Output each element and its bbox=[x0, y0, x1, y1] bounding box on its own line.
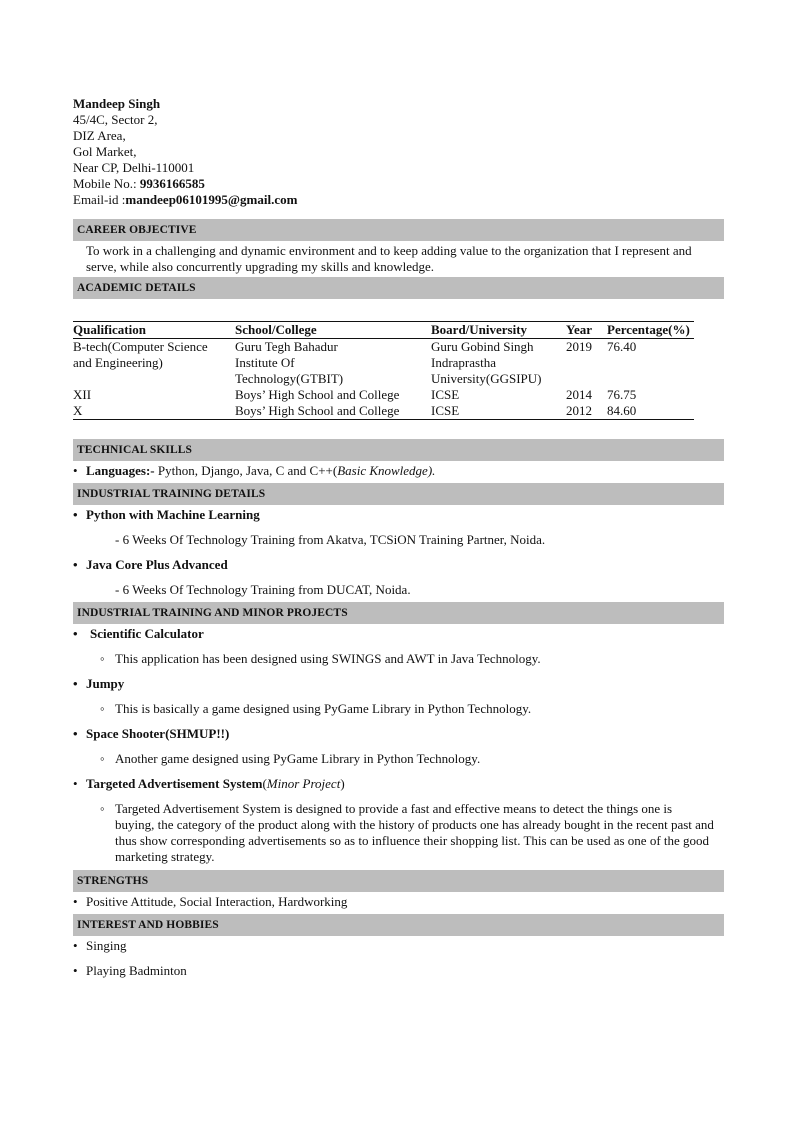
table-row bbox=[73, 339, 694, 388]
list-item: • Playing Badminton bbox=[73, 963, 724, 979]
cell-qualification bbox=[73, 339, 235, 388]
cell-year: 2014 bbox=[566, 387, 592, 402]
mobile-number: 9936166585 bbox=[139, 176, 205, 191]
cell-text: B-tech(Computer Science bbox=[73, 339, 208, 354]
address-line: DIZ Area, bbox=[73, 128, 126, 143]
email-line bbox=[73, 192, 724, 208]
project-item-title: • Scientific Calculator bbox=[73, 626, 724, 642]
cell-text: Technology(GTBIT) bbox=[235, 371, 344, 386]
cell-school bbox=[235, 339, 431, 388]
cell-text: Institute Of bbox=[235, 355, 295, 370]
section-header-projects: INDUSTRIAL TRAINING AND MINOR PROJECTS bbox=[73, 602, 724, 624]
project-item-detail: ◦ This application has been designed using SWINGS and AWT in Java Technology. bbox=[73, 651, 724, 667]
cell-board: ICSE bbox=[431, 403, 566, 420]
training-item-detail: - 6 Weeks Of Technology Training from Akatva, TCSiON Training Partner, Noida. bbox=[115, 532, 546, 547]
address-line: Near CP, Delhi-110001 bbox=[73, 160, 195, 175]
section-header-technical-skills: TECHNICAL SKILLS bbox=[73, 439, 724, 461]
training-item-title: • Java Core Plus Advanced bbox=[73, 557, 724, 573]
resume-page bbox=[73, 96, 724, 979]
project-item-detail: ◦ Another game designed using PyGame Library in Python Technology. bbox=[73, 751, 724, 767]
address-line: 45/4C, Sector 2, bbox=[73, 112, 158, 127]
column-header: Year bbox=[566, 322, 607, 339]
languages-note: Basic Knowledge). bbox=[337, 463, 436, 478]
candidate-name: Mandeep Singh bbox=[73, 96, 161, 111]
cell-school: Boys’ High School and College bbox=[235, 387, 400, 402]
project-item-title: • Jumpy bbox=[73, 676, 724, 692]
cell-percentage: 76.40 bbox=[607, 339, 637, 354]
cell-school: Boys’ High School and College bbox=[235, 403, 431, 420]
section-header-strengths: STRENGTHS bbox=[73, 870, 724, 892]
cell-board bbox=[431, 339, 566, 388]
column-header: Percentage(%) bbox=[607, 322, 694, 339]
section-header-hobbies: INTEREST AND HOBBIES bbox=[73, 914, 724, 936]
email-label: Email-id : bbox=[73, 192, 126, 207]
section-header-academic: ACADEMIC DETAILS bbox=[73, 277, 724, 299]
cell-text: University(GGSIPU) bbox=[431, 371, 542, 386]
mobile-line bbox=[73, 176, 724, 192]
cell-board: ICSE bbox=[431, 387, 460, 402]
cell-text: Guru Tegh Bahadur bbox=[235, 339, 338, 354]
cell-percentage: 76.75 bbox=[607, 387, 637, 402]
paren: ( bbox=[262, 776, 267, 791]
project-item-note: Minor Project bbox=[266, 776, 341, 791]
project-item-title: • Space Shooter(SHMUP!!) bbox=[73, 726, 724, 742]
section-header-career-objective: CAREER OBJECTIVE bbox=[73, 219, 724, 241]
cell-qualification: X bbox=[73, 403, 235, 420]
address-line: Gol Market, bbox=[73, 144, 137, 159]
training-item-detail: - 6 Weeks Of Technology Training from DUCAT, Noida. bbox=[115, 582, 411, 597]
cell-text: Guru Gobind Singh bbox=[431, 339, 534, 354]
project-item-detail: ◦ This is basically a game designed using PyGame Library in Python Technology. bbox=[73, 701, 724, 717]
column-header: School/College bbox=[235, 322, 431, 339]
contact-block bbox=[73, 96, 724, 208]
table-row bbox=[73, 403, 694, 420]
cell-text: and Engineering) bbox=[73, 355, 163, 370]
cell-text: Indraprastha bbox=[431, 355, 496, 370]
project-item-title: Targeted Advertisement System bbox=[86, 776, 263, 791]
languages-text: Python, Django, Java, C and C++( bbox=[154, 463, 338, 478]
cell-year: 2019 bbox=[566, 339, 592, 354]
cell-qualification: XII bbox=[73, 387, 92, 402]
column-header: Board/University bbox=[431, 322, 566, 339]
list-item: • Positive Attitude, Social Interaction, Hardworking bbox=[73, 894, 724, 910]
languages-label: Languages:- bbox=[86, 463, 155, 478]
table-row bbox=[73, 387, 694, 403]
cell-percentage: 84.60 bbox=[607, 403, 694, 420]
project-item-title-line bbox=[73, 776, 724, 792]
mobile-label: Mobile No.: bbox=[73, 176, 140, 191]
career-objective-text: To work in a challenging and dynamic environment and to keep adding value to the organization that I represent and serve, while also concurrently upgrading my skills and knowledge. bbox=[86, 243, 692, 274]
project-item-detail: ◦ Targeted Advertisement System is designed to provide a fast and effective means to detect the things one is buying, the category of the product along with the history of products one has already bought in the recent past and thus show corresponding advertisements so as to influence their shopping list. This can be used as one of the good marketing strategy. bbox=[73, 801, 724, 865]
list-item: • Singing bbox=[73, 938, 724, 954]
section-header-training: INDUSTRIAL TRAINING DETAILS bbox=[73, 483, 724, 505]
cell-year: 2012 bbox=[566, 403, 607, 420]
paren: ) bbox=[340, 776, 345, 791]
training-item-title: • Python with Machine Learning bbox=[73, 507, 724, 523]
list-item bbox=[73, 463, 724, 479]
table-header-row bbox=[73, 322, 694, 339]
academic-table bbox=[73, 321, 694, 420]
email-address[interactable]: mandeep06101995@gmail.com bbox=[125, 192, 298, 207]
column-header: Qualification bbox=[73, 322, 235, 339]
